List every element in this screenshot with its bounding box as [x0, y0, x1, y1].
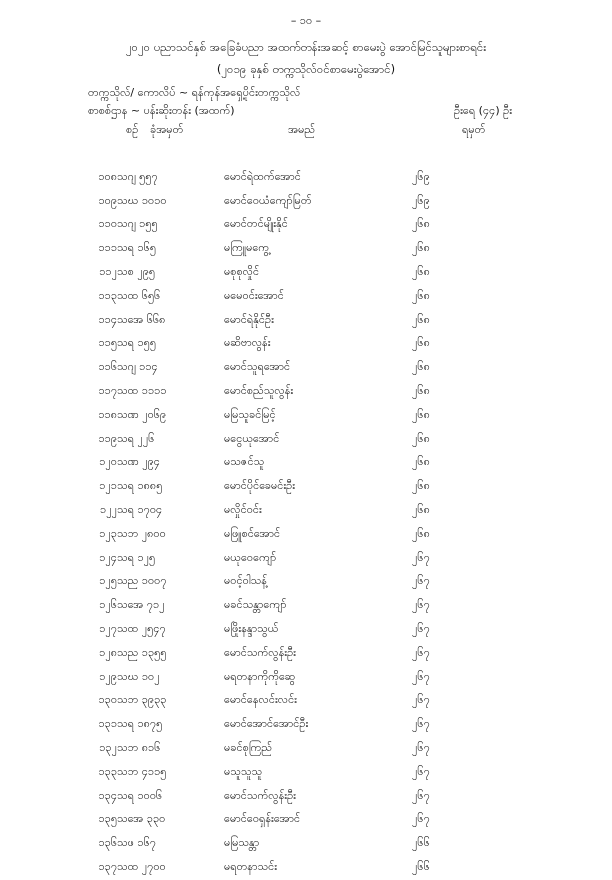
- row-name: မစုစုလှိုင်: [224, 265, 260, 279]
- row-roll: သဂျ ၁၅၅: [117, 217, 158, 231]
- row-roll: သစ ၂၉၅: [117, 265, 156, 279]
- row-name: မောင်သက်လွန်းဦး: [224, 788, 296, 802]
- row-score: ၂၆၇: [412, 764, 430, 778]
- col-header-score: ရမှတ်: [462, 123, 486, 136]
- row-name: မယုဝေကျော်: [224, 550, 277, 564]
- row-name: မရတနာကိုကိုဆွေ: [224, 669, 296, 683]
- table-row: [0, 380, 472, 404]
- row-no: ၁၁၇: [98, 384, 117, 398]
- col-header-name: အမည်: [288, 123, 316, 136]
- row-name: မကြူမကွေ့: [224, 241, 270, 255]
- row-name: မခင်သန္တာကျော်: [224, 598, 287, 612]
- row-name: မသဇင်သူ: [224, 455, 265, 469]
- row-name: မောင်ရဲထက်အောင်: [224, 169, 301, 183]
- row-no: ၁၃၄: [98, 788, 117, 802]
- row-roll: သဃ ၁၀၁၀: [117, 193, 167, 207]
- row-score: ၂၆၇: [412, 741, 430, 755]
- table-row: [0, 690, 472, 714]
- row-name: မောင်အောင်အောင်ဦး: [224, 717, 309, 731]
- row-score: ၂၆၈: [412, 217, 430, 231]
- row-roll: သရ ၁၀၀၆: [117, 788, 163, 802]
- row-score: ၂၆၈: [412, 455, 430, 469]
- row-roll: သဘ ၈၁၆: [117, 741, 161, 755]
- row-roll: သရ ၂၂၆: [117, 431, 155, 445]
- row-score: ၂၆၉: [412, 193, 430, 207]
- row-name: မောင်ဝေရှန်းအောင်: [224, 812, 301, 826]
- table-row: [0, 452, 472, 476]
- row-roll: သဂျ ၅၅၇: [117, 169, 158, 183]
- row-roll: သအေ ၇၁၂: [117, 598, 165, 612]
- row-score: ၂၆၈: [412, 479, 430, 493]
- row-roll: သဂျ ၁၁၄: [117, 360, 158, 374]
- row-roll: သထ ၁၁၁၁: [117, 384, 167, 398]
- table-row: [0, 832, 472, 856]
- row-no: ၁၁၃: [98, 288, 117, 302]
- row-no: ၁၂၉: [99, 669, 117, 683]
- row-name: မသူသူသူ: [224, 764, 263, 778]
- document-subtitle: (၂၀၁၉ ခုနှစ် တက္ကသိုလ်ဝင်စာမေးပွဲအောင်): [216, 62, 396, 76]
- row-score: ၂၆၇: [412, 622, 430, 636]
- table-row: [0, 642, 472, 666]
- row-roll: သဘ ၂၈၀၀: [117, 526, 166, 540]
- row-no: ၁၂၅: [99, 574, 117, 588]
- table-row: [0, 237, 472, 261]
- row-roll: သအေ ၆၆၈: [117, 312, 166, 326]
- row-no: ၁၃၃: [98, 764, 117, 778]
- table-row: [0, 547, 472, 571]
- row-score: ၂၆၇: [412, 645, 430, 659]
- results-table: [0, 166, 472, 880]
- document-title: ၂၀၂၀ ပညာသင်နှစ် အခြေခံပညာ အထက်တန်းအဆင့် စာမေးပွဲ အောင်မြင်သူများစာရင်း: [125, 40, 487, 54]
- row-score: ၂၆၇: [412, 669, 430, 683]
- table-row: [0, 190, 472, 214]
- row-roll: သဏ ၂၀၆၉: [117, 407, 167, 421]
- row-score: ၂၆၈: [412, 526, 430, 540]
- row-no: ၁၂၇: [99, 622, 117, 636]
- row-score: ၂၆၇: [412, 693, 430, 707]
- row-name: မလှိုင်ဝင်း: [224, 503, 262, 517]
- row-roll: သည ၁၃၅၅: [117, 645, 167, 659]
- table-row: [0, 309, 472, 333]
- row-score: ၂၆၇: [412, 574, 430, 588]
- row-name: မခင်စုကြည်: [224, 741, 273, 755]
- row-roll: သရ ၁၈၈၅: [117, 479, 163, 493]
- row-score: ၂၆၈: [412, 336, 430, 350]
- row-name: မောင်တင်မျိုးနိုင်: [224, 217, 288, 231]
- col-header-roll: ခုံအမှတ်: [150, 123, 184, 136]
- row-no: ၁၃၇: [98, 860, 117, 873]
- row-roll: သဘ ၃၉၃၃: [117, 693, 167, 707]
- row-roll: သရ ၁၆၅: [117, 241, 157, 255]
- table-row: [0, 285, 472, 309]
- row-score: ၂၆၉: [412, 169, 430, 183]
- row-no: ၁၃၂: [99, 741, 117, 755]
- row-no: ၁၁၄: [98, 312, 117, 326]
- row-name: မရတနာသင်း: [224, 860, 278, 873]
- page-number: – ၁၀ –: [290, 14, 322, 27]
- col-header-no: စဉ်: [126, 123, 139, 136]
- row-no: ၁၁၈: [98, 407, 117, 421]
- table-row: [0, 809, 472, 833]
- row-roll: သရ ၁၈၇၅: [117, 717, 163, 731]
- row-roll: သထ ၆၅၆: [117, 288, 161, 302]
- row-roll: သထ ၂၇၀၀: [117, 860, 166, 873]
- row-no: ၁၁၅: [98, 336, 117, 350]
- row-no: ၁၀၉: [98, 193, 117, 207]
- row-no: ၁၂၂: [100, 503, 117, 517]
- row-no: ၁၃၅: [98, 812, 117, 826]
- row-score: ၂၆၆: [412, 836, 430, 850]
- row-name: မောင်သက်လွန်းဦး: [224, 645, 296, 659]
- row-no: ၁၃၀: [98, 693, 117, 707]
- table-row: [0, 856, 472, 880]
- row-no: ၁၁၉: [98, 431, 117, 445]
- table-row: [0, 618, 472, 642]
- exam-center-label: စာစစ်ဌာန ~ ပန်းဆိုးတန်း (အထက်): [88, 104, 235, 117]
- row-no: ၁၂၃: [99, 526, 117, 540]
- table-row: [0, 428, 472, 452]
- row-no: ၁၂၀: [99, 455, 117, 469]
- row-score: ၂၆၈: [412, 407, 430, 421]
- row-name: မောင်စည်သူလွန်း: [224, 384, 294, 398]
- university-label: တက္ကသိုလ်/ ကောလိပ် ~ ရန်ကုန်အရှေ့ပိုင်းတက္ကသိုလ်: [88, 86, 301, 99]
- table-row: [0, 214, 472, 238]
- row-no: ၁၂၄: [99, 550, 117, 564]
- row-no: ၁၂၆: [99, 598, 117, 612]
- row-roll: သအေ ၃၃၀: [117, 812, 166, 826]
- results-body: [0, 166, 472, 880]
- row-no: ၁၃၆: [98, 836, 117, 850]
- row-name: မောင်သူရအောင်: [224, 360, 291, 374]
- table-row: [0, 737, 472, 761]
- row-score: ၂၆၇: [412, 550, 430, 564]
- table-row: [0, 571, 472, 595]
- row-name: မောင်ပိုင်ခေမင်းဦး: [224, 479, 296, 493]
- table-row: [0, 404, 472, 428]
- row-score: ၂၆၈: [412, 360, 430, 374]
- table-row: [0, 666, 472, 690]
- row-no: ၁၃၁: [98, 717, 117, 731]
- table-row: [0, 261, 472, 285]
- row-name: မောင်ဝေယံကျော်မြတ်: [224, 193, 312, 207]
- row-name: မောင်ရဲနိုင်ဦး: [224, 312, 274, 326]
- row-score: ၂၆၇: [412, 717, 430, 731]
- row-score: ၂၆၈: [412, 241, 430, 255]
- row-roll: သရ ၁၂၅: [117, 550, 156, 564]
- row-no: ၁၁၂: [99, 265, 117, 279]
- table-row: [0, 785, 472, 809]
- row-name: မငွေယုအောင်: [224, 431, 280, 445]
- row-score: ၂၆၆: [412, 860, 430, 873]
- row-score: ၂၆၈: [412, 312, 430, 326]
- row-score: ၂၆၈: [412, 265, 430, 279]
- row-no: ၁၂၁: [99, 479, 117, 493]
- row-no: ၁၀၈: [98, 169, 117, 183]
- table-row: [0, 166, 472, 190]
- row-name: မောင်နေလင်းလင်း: [224, 693, 297, 707]
- row-name: မဖြိုးနန္ဒာသွယ်: [224, 622, 279, 636]
- row-roll: သရ ၁၅၅: [117, 336, 157, 350]
- row-roll: သည ၁၀၀၇: [117, 574, 167, 588]
- table-row: [0, 499, 472, 523]
- row-score: ၂၆၇: [412, 598, 430, 612]
- row-name: မမေဝင်းအောင်: [224, 288, 284, 302]
- row-score: ၂၆၈: [412, 288, 430, 302]
- row-score: ၂၆၇: [412, 788, 430, 802]
- row-name: မဝင့်ဝါသန့်: [224, 574, 267, 588]
- table-row: [0, 475, 472, 499]
- table-row: [0, 333, 472, 357]
- row-name: မဖြူစင်အောင်: [224, 526, 281, 540]
- row-score: ၂၆၈: [412, 431, 430, 445]
- table-row: [0, 761, 472, 785]
- table-row: [0, 356, 472, 380]
- row-score: ၂၆၇: [412, 812, 430, 826]
- table-row: [0, 713, 472, 737]
- row-name: မဆိဗာလွန်း: [224, 336, 271, 350]
- row-roll: သရ ၁၇၀၄: [117, 503, 163, 517]
- row-roll: သထ ၂၅၄၇: [117, 622, 166, 636]
- row-name: မမြသူခင်မြင့်: [224, 407, 276, 421]
- row-score: ၂၆၈: [412, 503, 430, 517]
- row-no: ၁၁၆: [98, 360, 117, 374]
- table-row: [0, 594, 472, 618]
- row-no: ၁၁၀: [98, 217, 117, 231]
- row-score: ၂၆၈: [412, 384, 430, 398]
- passed-count: ဦးရေ (၄၄) ဦး: [453, 104, 512, 117]
- row-no: ၁၂၈: [99, 645, 117, 659]
- row-roll: သဃ ၁၀၂: [117, 669, 160, 683]
- row-name: မမြသန္တာ: [224, 836, 260, 850]
- row-roll: သဖ ၁၆၇: [117, 836, 156, 850]
- row-roll: သဘ ၄၁၁၅: [117, 764, 167, 778]
- row-roll: သဏ ၂၉၄: [117, 455, 160, 469]
- row-no: ၁၁၁: [98, 241, 117, 255]
- table-row: [0, 523, 472, 547]
